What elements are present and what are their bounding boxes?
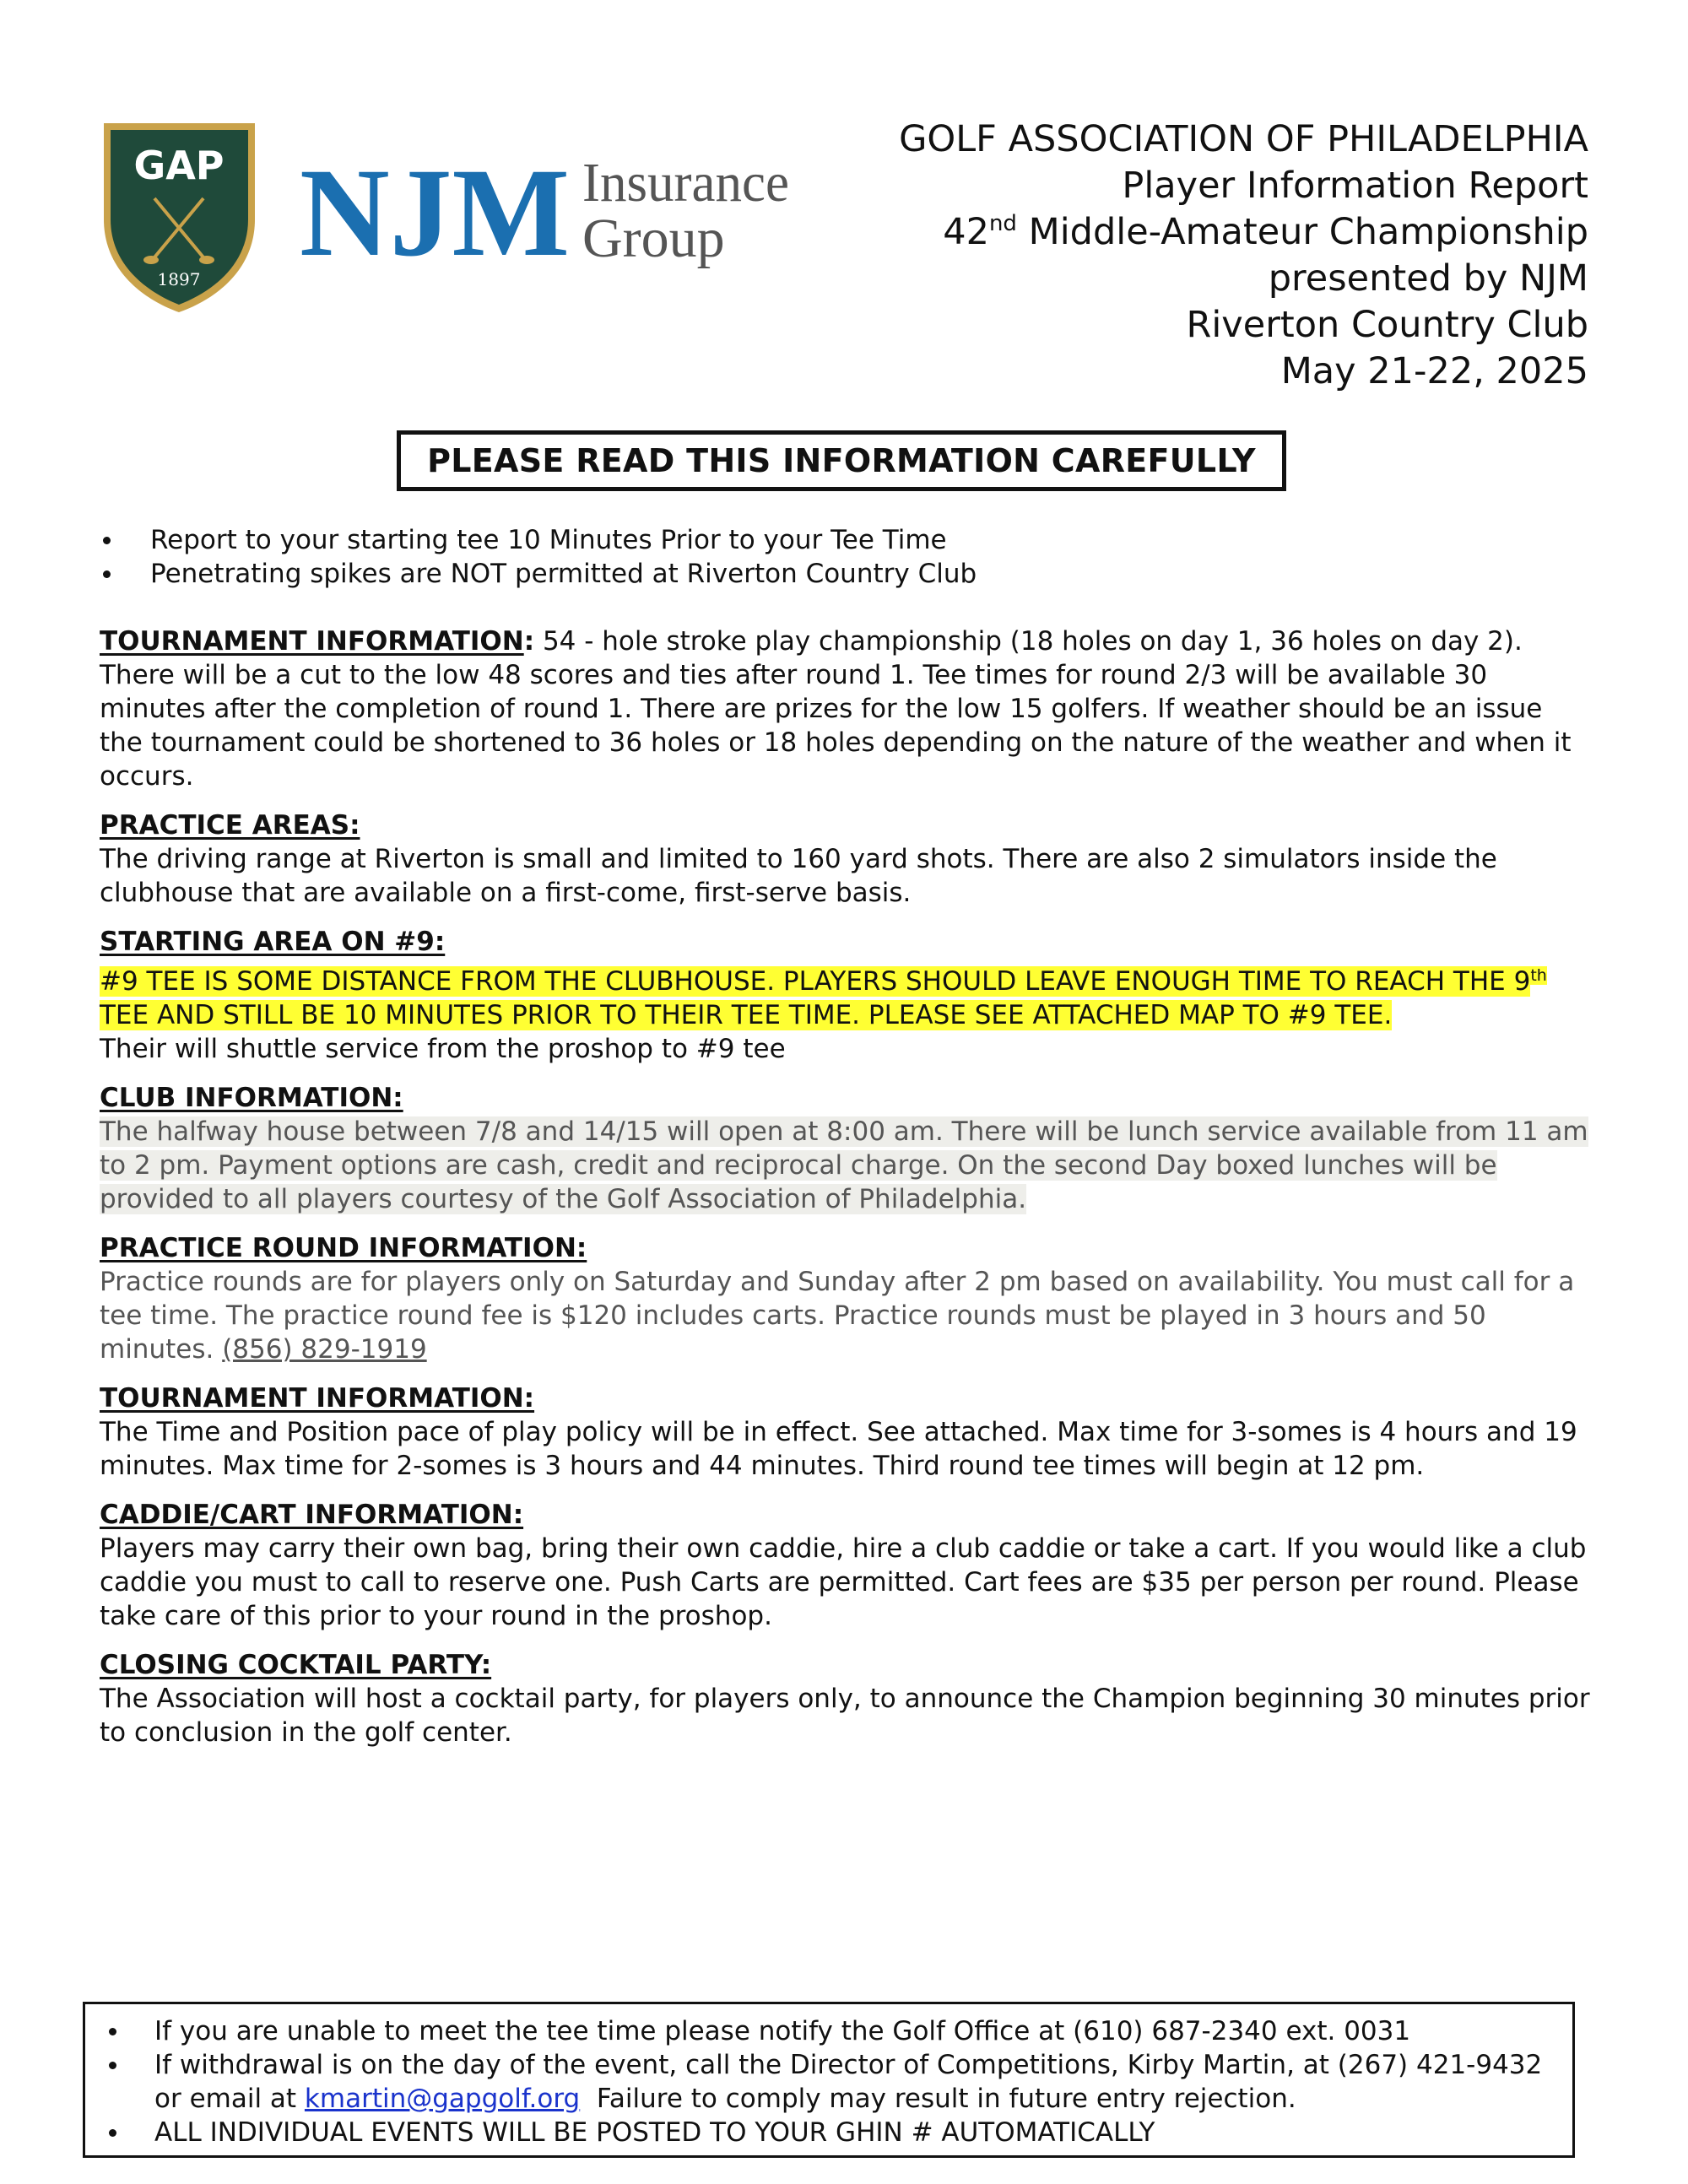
- read-carefully-notice: PLEASE READ THIS INFORMATION CAREFULLY: [397, 430, 1286, 491]
- header-edition-number: 42: [943, 211, 989, 253]
- section-title-starting-area: STARTING AREA ON #9:: [100, 927, 446, 957]
- practice-areas-text: The driving range at Riverton is small and limited to 160 yard shots. There are also 2 simulators inside the clubhouse that are available on a first-come, first-serve basis.: [100, 844, 1497, 908]
- footer-item-withdrawal: [85, 2048, 1572, 2116]
- section-starting-area: [100, 925, 1593, 1066]
- footer-item-ghin: ALL INDIVIDUAL EVENTS WILL BE POSTED TO YOUR GHIN # AUTOMATICALLY: [85, 2116, 1572, 2149]
- section-tournament-pace: [100, 1381, 1593, 1483]
- section-title-practice-areas: PRACTICE AREAS:: [100, 810, 360, 841]
- section-club-information: [100, 1081, 1593, 1216]
- section-cocktail-party: [100, 1648, 1593, 1749]
- section-caddie-cart: [100, 1498, 1593, 1633]
- njm-logo-word-group: Group: [582, 208, 725, 269]
- club-information-text: The halfway house between 7/8 and 14/15 will open at 8:00 am. There will be lunch service available from 11 am to 2 pm. Payment options are cash, credit and reciprocal charge. On the second Day boxed lunches will be provided to all players courtesy of the Golf Association of Philadelphia.: [100, 1116, 1588, 1215]
- section-title-tournament-information: TOURNAMENT INFORMATION: [100, 626, 524, 657]
- section-title-colon: :: [523, 626, 535, 657]
- practice-round-phone-link[interactable]: (856) 829-1919: [222, 1334, 427, 1365]
- njm-logo-mark: NJM: [300, 145, 570, 283]
- footer-item-tee-time: If you are unable to meet the tee time please notify the Golf Office at (610) 687-2340 ext. 0031: [85, 2014, 1572, 2048]
- footer-withdrawal-text: If withdrawal is on the day of the event, call the Director of Competitions, Kirby Martin, at (267) 421-9432 or email at: [154, 2050, 1543, 2114]
- header-championship-name: Middle-Amateur Championship: [1016, 211, 1588, 253]
- starting-area-warning: [100, 959, 1593, 1032]
- header-association: GOLF ASSOCIATION OF PHILADELPHIA: [899, 118, 1588, 160]
- header-report-title: Player Information Report: [1122, 165, 1588, 207]
- section-title-tournament-pace: TOURNAMENT INFORMATION:: [100, 1383, 535, 1414]
- starting-area-highlight-a: #9 TEE IS SOME DISTANCE FROM THE CLUBHOUSE. PLAYERS SHOULD LEAVE ENOUGH TIME TO REACH THE 9: [100, 966, 1531, 997]
- gap-shield-logo: [97, 118, 262, 316]
- starting-area-highlight-b: TEE AND STILL BE 10 MINUTES PRIOR TO THEIR TEE TIME. PLEASE SEE ATTACHED MAP TO #9 TEE.: [100, 1000, 1393, 1031]
- header-venue: Riverton Country Club: [1186, 304, 1588, 346]
- section-practice-round: [100, 1231, 1593, 1366]
- section-title-practice-round: PRACTICE ROUND INFORMATION:: [100, 1233, 587, 1264]
- header-championship: [744, 209, 1588, 256]
- section-title-club-information: CLUB INFORMATION:: [100, 1083, 403, 1114]
- footer-notice-list: [85, 2014, 1572, 2149]
- section-title-cocktail-party: CLOSING COCKTAIL PARTY:: [100, 1650, 492, 1681]
- tournament-information-paragraph: [100, 624, 1593, 793]
- cocktail-party-text: The Association will host a cocktail party, for players only, to announce the Champion beginning 30 minutes prior to conclusion in the golf center.: [100, 1684, 1590, 1749]
- starting-area-highlight-sup: th: [1530, 966, 1547, 985]
- footer-withdrawal-warning: Failure to comply may result in future entry rejection.: [580, 2084, 1296, 2114]
- tournament-pace-text: The Time and Position pace of play policy will be in effect. See attached. Max time for 3-somes is 4 hours and 19 minutes. Max time for 2-somes is 3 hours and 44 minutes. Third round tee times will begin at 12 pm.: [100, 1417, 1577, 1482]
- club-information-paragraph: [100, 1115, 1593, 1216]
- practice-round-text: Practice rounds are for players only on Saturday and Sunday after 2 pm based on availability. You must call for a tee time. The practice round fee is $120 includes carts. Practice rounds must be played in 3 hours and 50 minutes.: [100, 1267, 1575, 1365]
- tournament-information-text: 54 - hole stroke play championship (18 holes on day 1, 36 holes on day 2). There will be a cut to the low 48 scores and ties after round 1. Tee times for round 2/3 will be available 30 minutes after the completion of round 1. There are prizes for the low 15 golfers. If weather should be an issue the tournament could be shortened to 36 holes or 18 holes depending on the nature of the weather and when it occurs.: [100, 626, 1572, 792]
- section-title-caddie-cart: CADDIE/CART INFORMATION:: [100, 1500, 524, 1531]
- njm-insurance-logo: [300, 145, 793, 293]
- header-dates: May 21-22, 2025: [1280, 350, 1588, 392]
- gap-logo-letters: GAP: [133, 143, 225, 188]
- gap-logo-year: 1897: [157, 269, 201, 289]
- report-body: [100, 523, 1593, 1765]
- section-tournament-information: [100, 624, 1593, 793]
- header-presenter: presented by NJM: [1268, 257, 1588, 300]
- key-reminders-list: [100, 523, 1593, 591]
- report-header: [744, 116, 1588, 395]
- reminder-item-spikes: Penetrating spikes are NOT permitted at Riverton Country Club: [100, 557, 1593, 591]
- caddie-cart-text: Players may carry their own bag, bring their own caddie, hire a club caddie or take a cart. If you would like a club caddie you must to call to reserve one. Push Carts are permitted. Cart fees are $35 per person per round. Please take care of this prior to your round in the proshop.: [100, 1533, 1587, 1632]
- section-practice-areas: [100, 808, 1593, 910]
- header-edition-suffix: nd: [988, 211, 1017, 236]
- footer-notice-box: [83, 2002, 1575, 2158]
- practice-round-paragraph: [100, 1265, 1593, 1366]
- director-email-link[interactable]: kmartin@gapgolf.org: [304, 2084, 581, 2114]
- njm-logo-word-insurance: Insurance: [582, 152, 789, 214]
- shuttle-service-text: Their will shuttle service from the proshop to #9 tee: [100, 1034, 786, 1065]
- reminder-item-tee-report: Report to your starting tee 10 Minutes Prior to your Tee Time: [100, 523, 1593, 557]
